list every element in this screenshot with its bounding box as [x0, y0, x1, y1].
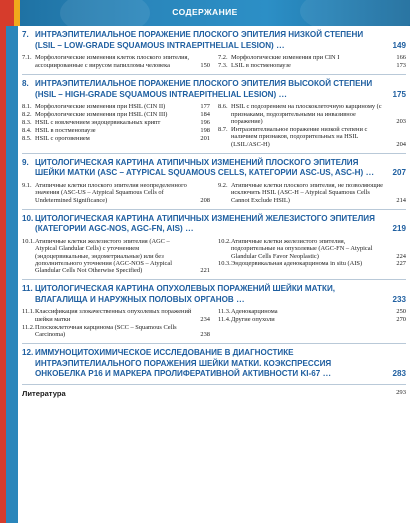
entry-title: Морфологические изменения клеток плоского эпителия, ассоциированные с вирусом папилломы человека: [35, 54, 190, 69]
toc-entry[interactable]: [22, 135, 210, 142]
entry-number: 7.1.: [22, 54, 32, 62]
entry-title: HSIL с вовлечением эндоцервикальных крипт: [35, 119, 161, 126]
side-red-bar: [0, 26, 6, 523]
entry-number: 11.4.: [218, 316, 231, 324]
divider: [22, 279, 406, 280]
entry-page-number: 198: [200, 126, 210, 134]
entry-page-number: 227: [396, 260, 406, 268]
toc-chapter: [22, 214, 406, 276]
entry-title: Атипичные клетки плоского эпителия, не позволяющие исключить HSIL (ASC-H – Atypical Squamous Cells Cannot Exclude HSIL): [231, 181, 383, 204]
sections-column-left: [22, 238, 210, 276]
chapter-sections: [22, 238, 406, 276]
chapter-number: 9.: [22, 157, 29, 167]
chapter-title: ИММУНОЦИТОХИМИЧЕСКОЕ ИССЛЕДОВАНИЕ В ДИАГНОСТИКЕ ИНТРАЭПИТЕЛИАЛЬНОГО ПОРАЖЕНИЯ ШЕЙКИ МАТКИ. КОЭКСПРЕССИЯ ОНКОБЕЛКА P16 И МАРКЕРА ПРОЛИФЕРАТИВНОЙ АКТИВНОСТИ KI-67: [35, 348, 332, 379]
entry-title: Морфологические изменения при HSIL (CIN II): [35, 103, 166, 111]
page-title: СОДЕРЖАНИЕ: [172, 7, 238, 17]
toc-entry[interactable]: [22, 103, 210, 110]
entry-title: HSIL в постменопаузе: [35, 126, 96, 134]
divider: [22, 209, 406, 210]
sections-column-left: [22, 54, 210, 70]
entry-page-number: 173: [396, 62, 406, 70]
toc-chapter: [22, 284, 406, 339]
chapter-title: ЦИТОЛОГИЧЕСКАЯ КАРТИНА АТИПИЧНЫХ ИЗМЕНЕНИЙ ПЛОСКОГО ЭПИТЕЛИЯ ШЕЙКИ МАТКИ (ASC – ATYPICAL SQUAMOUS CELLS, КАТЕГОРИИ ASC-US, ASC-H): [35, 157, 364, 178]
entry-number: 8.1.: [22, 103, 32, 111]
chapter-page-number: 149: [392, 40, 406, 50]
chapter-number: 11.: [22, 284, 33, 294]
entry-number: 8.5.: [22, 134, 32, 142]
toc-entry[interactable]: [22, 54, 210, 69]
sections-column-left: [22, 103, 210, 148]
entry-number: 10.3.: [218, 260, 231, 268]
chapter-title: ИНТРАЭПИТЕЛИАЛЬНОЕ ПОРАЖЕНИЕ ПЛОСКОГО ЭПИТЕЛИЯ ВЫСОКОЙ СТЕПЕНИ (HSIL – HIGH-GRADE SQUAMOUS INTRAEPITHELIAL LESION): [35, 79, 373, 99]
chapter-number: 12.: [22, 348, 34, 358]
chapter-page-number: 219: [392, 224, 406, 234]
entry-title: HSIL с подозрением на плоскоклеточную карциному (с признаками, подозрительными на инвазивное поражение): [231, 103, 382, 125]
entry-page-number: 150: [200, 61, 210, 69]
toc-entry[interactable]: [22, 182, 210, 204]
literature-link[interactable]: [22, 389, 406, 398]
sections-column-right: [218, 103, 406, 148]
entry-number: 9.2.: [218, 181, 228, 189]
toc-entry[interactable]: [22, 324, 210, 339]
entry-title: Эндоцервикальная аденокарцинома in situ (AIS): [231, 260, 363, 268]
entry-title: Атипичные клетки железистого эпителия, подозрительные на опухолевые (AGC-FN – Atypical Glandular Cells Favor Neoplastic): [231, 237, 373, 260]
entry-page-number: 208: [200, 196, 210, 204]
chapter-title: ЦИТОЛОГИЧЕСКАЯ КАРТИНА ОПУХОЛЕВЫХ ПОРАЖЕНИЙ ШЕЙКИ МАТКИ, ВЛАГАЛИЩА И НАРУЖНЫХ ПОЛОВЫХ ОРГАНОВ: [35, 284, 336, 304]
entry-title: Интраэпителиальное поражение низкой степени с наличием признаков, подозрительных на HSIL (LSIL/ASC-H): [231, 125, 368, 148]
chapter-page-number: 175: [392, 89, 406, 99]
entry-page-number: 250: [396, 308, 406, 316]
entry-number: 9.1.: [22, 181, 32, 189]
chapter-title-link[interactable]: [22, 284, 406, 305]
sections-column-right: [218, 308, 406, 339]
chapter-number: 8.: [22, 79, 29, 88]
entry-page-number: 270: [396, 316, 406, 324]
entry-title: LSIL в постменопаузе: [231, 62, 291, 70]
entry-number: 11.1.: [22, 308, 35, 316]
side-color-bar: [0, 26, 18, 523]
chapter-title-link[interactable]: [22, 214, 406, 235]
entry-number: 10.2.: [218, 237, 231, 245]
chapter-number: 10.: [22, 213, 34, 223]
chapter-leader-dots: ...: [320, 369, 332, 379]
entry-number: 7.3.: [218, 62, 228, 70]
entry-number: 8.2.: [22, 111, 32, 119]
entry-page-number: 196: [200, 119, 210, 126]
sections-column-left: [22, 182, 210, 205]
toc-chapter: [22, 158, 406, 205]
literature-page-number: 293: [396, 388, 406, 396]
entry-page-number: 201: [200, 134, 210, 142]
entry-title: Морфологические изменения при HSIL (CIN III): [35, 111, 168, 119]
chapter-page-number: 283: [392, 369, 406, 379]
entry-number: 11.3.: [218, 308, 231, 316]
toc-entry[interactable]: [218, 316, 406, 323]
entry-page-number: 234: [200, 315, 210, 323]
entry-number: 8.6.: [218, 103, 228, 111]
chapter-title-link[interactable]: [22, 158, 406, 179]
toc-entry[interactable]: [22, 127, 210, 134]
divider: [22, 153, 406, 154]
entry-title: Атипичные клетки железистого эпителия (AGC – Atypical Glandular Cells) с уточнением (эндоцервикальные, эндометриальные) или без дополнительного уточнения (AGC-NOS – Atypical Glandular Cells Not Otherwise Specified): [35, 237, 172, 275]
entry-title: Морфологические изменения при CIN I: [231, 54, 340, 62]
entry-page-number: 203: [396, 118, 406, 125]
chapter-title-link[interactable]: [22, 348, 406, 380]
toc-entry[interactable]: [218, 103, 406, 125]
literature-label: Литература: [22, 388, 66, 398]
entry-number: 8.4.: [22, 126, 32, 134]
divider: [22, 74, 406, 75]
chapter-sections: [22, 54, 406, 70]
entry-number: 10.1.: [22, 237, 35, 245]
table-of-contents: [22, 30, 406, 398]
toc-entry[interactable]: [22, 308, 210, 323]
toc-entry[interactable]: [218, 308, 406, 315]
entry-title: Плоскоклеточная карцинома (SCC – Squamous Cells Carcinoma): [35, 323, 177, 339]
chapter-title: ИНТРАЭПИТЕЛИАЛЬНОЕ ПОРАЖЕНИЕ ПЛОСКОГО ЭПИТЕЛИЯ НИЗКОЙ СТЕПЕНИ (LSIL – LOW-GRADE SQUAMOUS INTRAEPITHELIAL LESION): [35, 30, 364, 50]
sections-column-left: [22, 308, 210, 339]
toc-chapter: [22, 348, 406, 380]
entry-title: Другие опухоли: [231, 316, 275, 324]
toc-entry[interactable]: [218, 238, 406, 260]
entry-page-number: 224: [396, 252, 406, 260]
toc-entry[interactable]: [218, 182, 406, 204]
chapter-leader-dots: ...: [233, 294, 245, 304]
entry-page-number: 184: [200, 111, 210, 119]
chapter-number: 7.: [22, 30, 29, 39]
toc-entry[interactable]: [22, 111, 210, 118]
chapter-leader-dots: ...: [273, 40, 285, 50]
chapter-leader-dots: ...: [182, 224, 194, 234]
chapter-title: ЦИТОЛОГИЧЕСКАЯ КАРТИНА АТИПИЧНЫХ ИЗМЕНЕНИЙ ЖЕЛЕЗИСТОГО ЭПИТЕЛИЯ (КАТЕГОРИИ AGC-NOS, AGC-FN, AIS): [35, 213, 375, 234]
entry-title: HSIL с ороговением: [35, 134, 90, 142]
entry-number: 7.2.: [218, 54, 228, 62]
toc-entry[interactable]: [218, 260, 406, 267]
chapter-sections: [22, 103, 406, 148]
entry-page-number: 177: [200, 103, 210, 111]
sections-column-right: [218, 238, 406, 276]
toc-entry[interactable]: [218, 126, 406, 148]
chapter-leader-dots: ...: [363, 168, 375, 178]
chapter-leader-dots: ...: [276, 89, 288, 99]
chapter-page-number: 207: [392, 168, 406, 178]
toc-entry[interactable]: [22, 119, 210, 126]
toc-chapter: [22, 79, 406, 149]
entry-page-number: 204: [396, 140, 406, 148]
entry-number: 8.7.: [218, 125, 228, 133]
entry-number: 8.3.: [22, 119, 32, 126]
toc-chapter: [22, 30, 406, 70]
toc-entry[interactable]: [218, 54, 406, 61]
toc-entry[interactable]: [218, 62, 406, 69]
entry-page-number: 166: [396, 54, 406, 62]
sections-column-right: [218, 54, 406, 70]
page-header: [0, 0, 410, 26]
chapter-title-link[interactable]: [22, 79, 406, 100]
divider: [22, 384, 406, 385]
chapter-title-link[interactable]: [22, 30, 406, 51]
sections-column-right: [218, 182, 406, 205]
entry-title: Классификация злокачественных опухолевых поражений шейки матки: [35, 308, 192, 323]
entry-title: Атипичные клетки плоского эпителия неопределенного значения (ASC-US – Atypical Squamous Cells of Undetermined Significance): [35, 181, 187, 204]
entry-page-number: 214: [396, 196, 406, 204]
divider: [22, 343, 406, 344]
entry-title: Аденокарцинома: [231, 308, 278, 316]
entry-page-number: 221: [200, 267, 210, 275]
entry-number: 11.2.: [22, 323, 35, 331]
chapter-sections: [22, 182, 406, 205]
chapter-sections: [22, 308, 406, 339]
toc-entry[interactable]: [22, 238, 210, 275]
entry-page-number: 238: [200, 331, 210, 339]
chapter-page-number: 233: [392, 294, 406, 304]
